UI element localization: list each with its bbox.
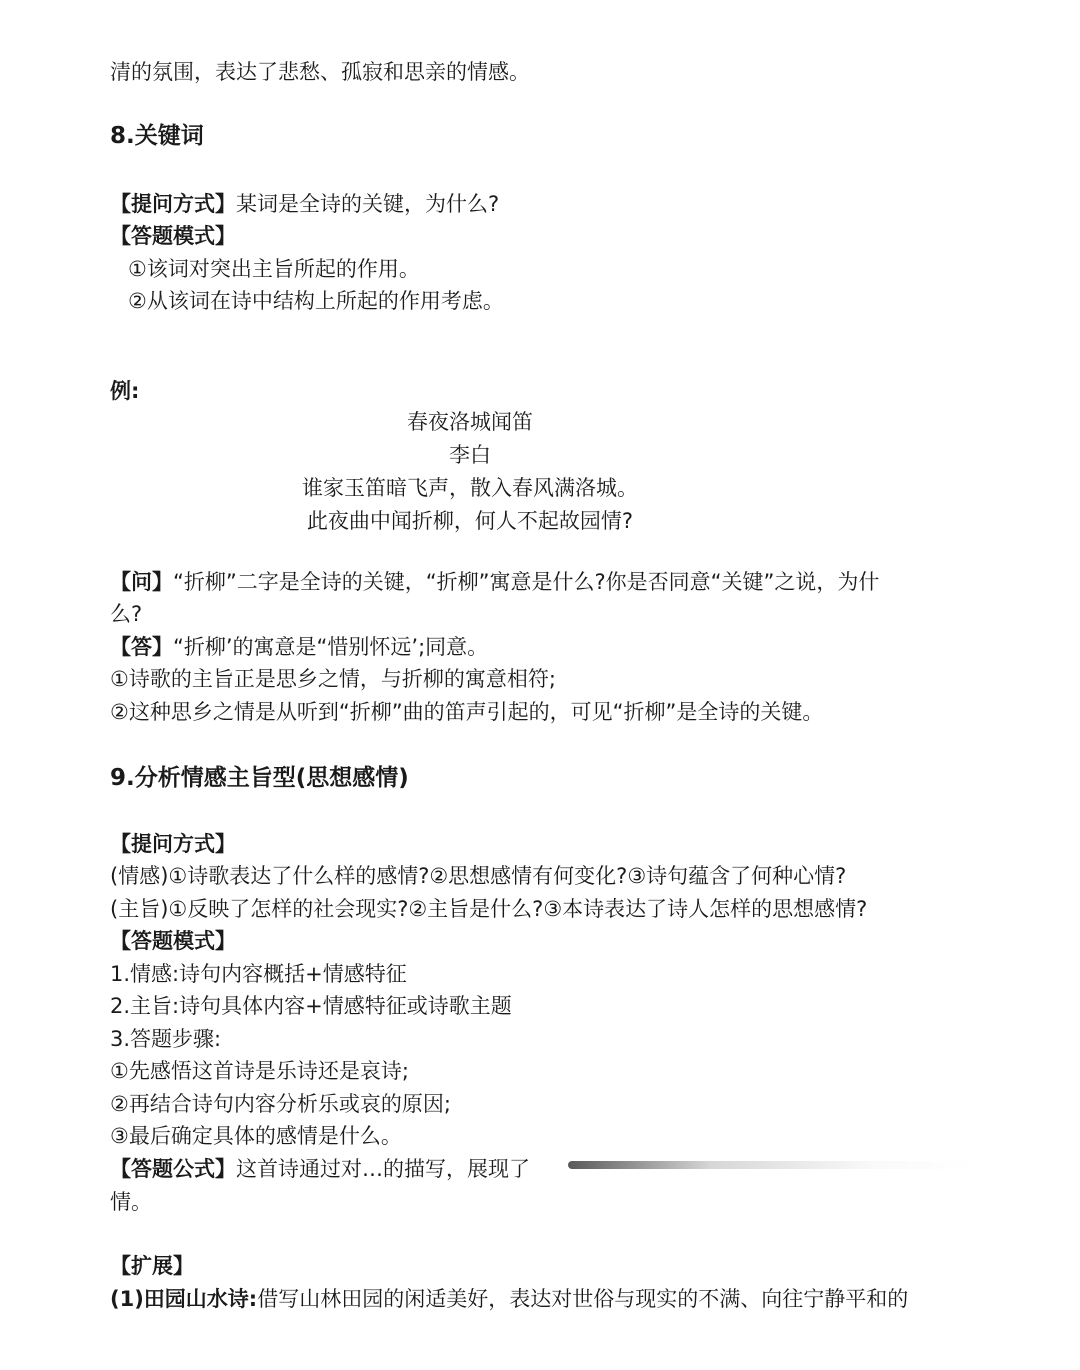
section-9-title: 9.分析情感主旨型(思想感情) — [110, 765, 409, 791]
answer-point-1: ①诗歌的主旨正是思乡之情，与折柳的寓意相符; — [110, 667, 556, 691]
section-9-ask-line-2: (主旨)①反映了怎样的社会现实?②主旨是什么?③本诗表达了诗人怎样的思想感情? — [110, 897, 868, 921]
formula-text: 这首诗通过对…的描写，展现了 — [236, 1157, 530, 1181]
expand-label: 【扩展】 — [110, 1254, 194, 1278]
section-9-mode-line-3: 3.答题步骤: — [110, 1027, 222, 1051]
ask-text: 某词是全诗的关键，为什么? — [236, 192, 500, 216]
question-line-1 — [110, 566, 879, 598]
answer-point-2: ②这种思乡之情是从听到“折柳”曲的笛声引起的，可见“折柳”是全诗的关键。 — [110, 700, 824, 724]
section-9-mode-line-4: ①先感悟这首诗是乐诗还是哀诗; — [110, 1059, 409, 1083]
formula-label: 【答题公式】 — [110, 1157, 236, 1181]
section-9-mode-line-5: ②再结合诗句内容分析乐或哀的原因; — [110, 1092, 451, 1116]
example-label: 例: — [110, 379, 140, 403]
section-8-ask — [110, 188, 499, 220]
section-9-mode-line-6: ③最后确定具体的感情是什么。 — [110, 1124, 402, 1148]
expand-item-1 — [110, 1283, 908, 1315]
section-9-mode-line-1: 1.情感:诗句内容概括+情感特征 — [110, 962, 407, 986]
section-9-mode-label: 【答题模式】 — [110, 929, 236, 953]
question-text: “折柳”二字是全诗的关键，“折柳”寓意是什么?你是否同意“关键”之说，为什 — [173, 570, 880, 594]
answer-text: “折柳’的寓意是“惜别怀远’;同意。 — [173, 635, 489, 659]
section-8-mode-item-2: ②从该词在诗中结构上所起的作用考虑。 — [128, 289, 504, 313]
section-9-mode-line-2: 2.主旨:诗句具体内容+情感特征或诗歌主题 — [110, 994, 512, 1018]
redaction-smudge — [568, 1161, 978, 1169]
poem-author: 李白 — [449, 443, 491, 467]
answer-label: 【答】 — [110, 635, 173, 659]
section-8-title: 8.关键词 — [110, 123, 204, 149]
poem-line-1: 谁家玉笛暗飞声，散入春风满洛城。 — [302, 476, 638, 500]
section-8-mode-item-1: ①该词对突出主旨所起的作用。 — [128, 257, 420, 281]
poem-line-2: 此夜曲中闻折柳，何人不起故园情? — [306, 509, 634, 533]
intro-line: 清的氛围，表达了悲愁、孤寂和思亲的情感。 — [110, 60, 530, 84]
expand-item-text: 借写山林田园的闲适美好，表达对世俗与现实的不满、向往宁静平和的 — [257, 1287, 909, 1311]
section-8-mode-label: 【答题模式】 — [110, 224, 236, 248]
answer-line — [110, 631, 488, 663]
ask-label: 【提问方式】 — [110, 192, 236, 216]
expand-item-label: (1)田园山水诗: — [110, 1287, 258, 1311]
formula-line — [110, 1153, 530, 1185]
poem-title: 春夜洛城闻笛 — [407, 410, 533, 434]
section-9-ask-line-1: (情感)①诗歌表达了什么样的感情?②思想感情有何变化?③诗句蕴含了何种心情? — [110, 864, 847, 888]
question-line-2: 么? — [110, 602, 143, 626]
section-9-ask-label: 【提问方式】 — [110, 832, 236, 856]
formula-end: 情。 — [110, 1190, 152, 1214]
question-label: 【问】 — [110, 570, 173, 594]
